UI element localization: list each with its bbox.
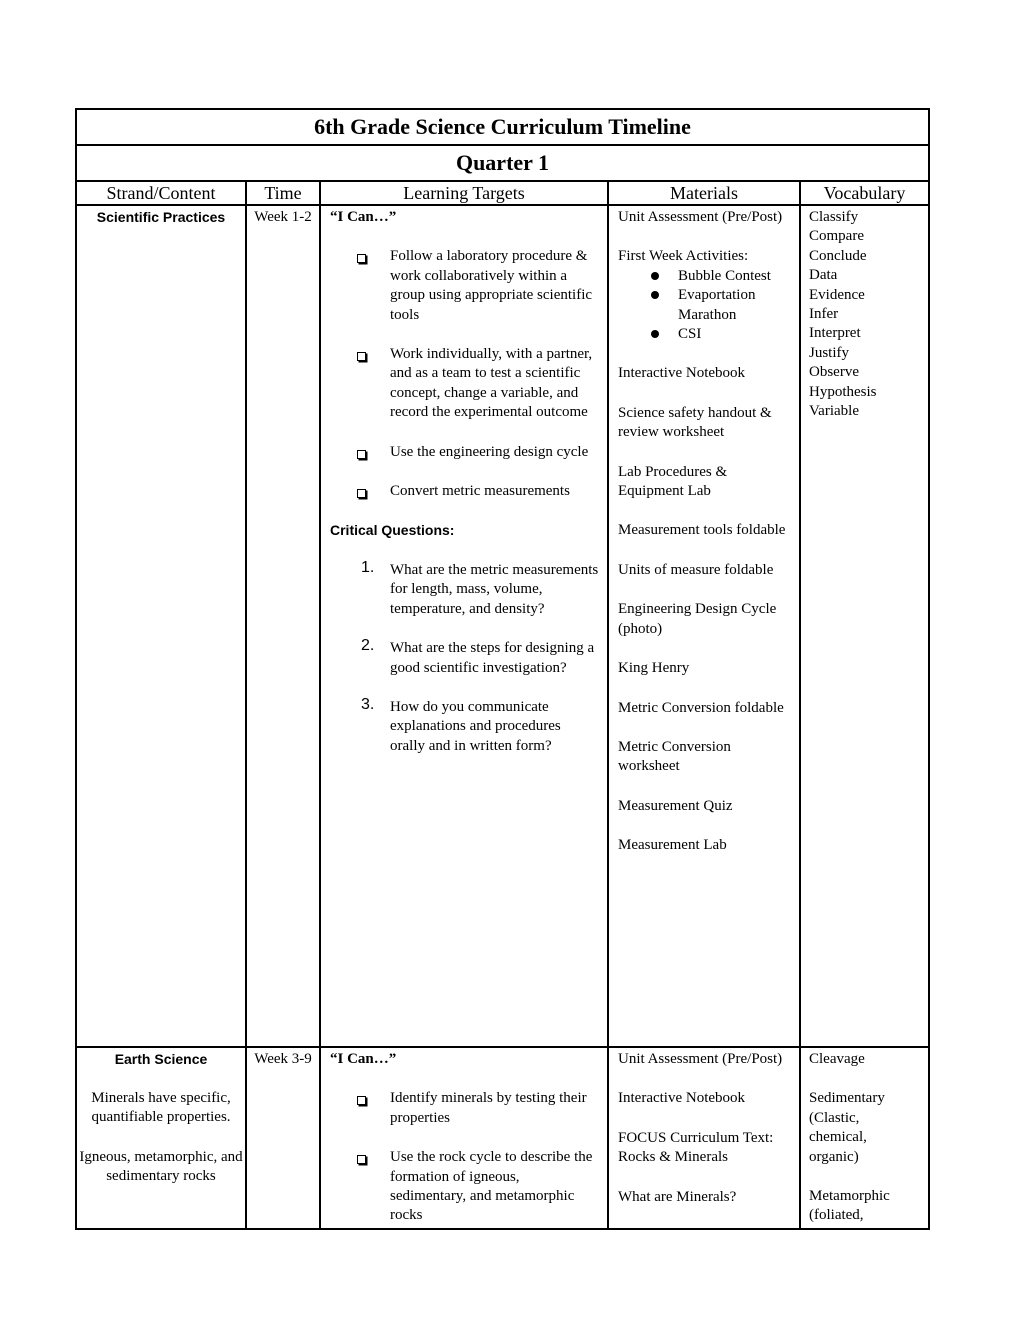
critical-questions-heading: Critical Questions: <box>330 522 455 539</box>
checkbox-icon <box>357 352 366 361</box>
material-item: Measurement tools foldable <box>618 522 786 539</box>
checkbox-icon <box>357 1096 366 1105</box>
critical-question: 3. How do you communicate explanations and procedures orally and in written form? <box>361 695 561 754</box>
list-item: Evaportation Marathon <box>618 286 791 325</box>
critical-question: 2. What are the steps for designing a good scientific investigation? <box>361 637 595 676</box>
document-title: 6th Grade Science Curriculum Timeline <box>76 109 929 145</box>
material-item: Units of measure foldable <box>618 561 774 578</box>
vocabulary-cell <box>800 205 929 1047</box>
vocabulary-word: Evidence <box>809 286 865 303</box>
learning-target: Convert metric measurements <box>330 482 599 501</box>
bullet-icon <box>651 272 659 280</box>
vocabulary-word: Cleavage <box>809 1051 865 1067</box>
strand-cell <box>76 1047 246 1229</box>
column-header-row <box>76 181 929 205</box>
strand-title: Scientific Practices <box>96 209 226 225</box>
material-item: Metric Conversion worksheet <box>618 738 731 775</box>
material-item: First Week Activities: <box>618 248 749 265</box>
column-header-vocabulary: Vocabulary <box>800 181 929 205</box>
vocabulary-word: Sedimentary (Clastic, chemical, organic) <box>809 1090 885 1165</box>
vocabulary-word: Conclude <box>809 247 867 264</box>
materials-cell <box>608 1047 800 1229</box>
vocabulary-word: Infer <box>809 306 839 323</box>
vocabulary-word: Hypothesis <box>809 383 877 400</box>
curriculum-document <box>75 108 928 1230</box>
material-item: Lab Procedures & Equipment Lab <box>618 463 728 500</box>
learning-targets-cell <box>320 1047 608 1229</box>
strand-cell <box>76 205 246 1047</box>
bullet-icon <box>651 291 659 299</box>
strand-title: Earth Science <box>114 1051 208 1067</box>
checkbox-icon <box>357 1155 366 1164</box>
material-item: Unit Assessment (Pre/Post) <box>618 209 783 225</box>
material-item: Science safety handout & review worksheet <box>618 404 772 441</box>
material-item: What are Minerals? <box>618 1188 737 1205</box>
material-item: Measurement Lab <box>618 837 727 854</box>
vocabulary-word: Compare <box>809 228 864 245</box>
vocabulary-word: Metamorphic (foliated, <box>809 1188 890 1224</box>
time-cell: Week 3-9 <box>246 1047 320 1229</box>
learning-target: Use the rock cycle to describe the formation of igneous, sedimentary, and metamorphic rocks <box>330 1148 599 1226</box>
list-item: Bubble Contest <box>618 267 791 286</box>
table-row <box>76 205 929 1047</box>
material-item: Measurement Quiz <box>618 797 733 814</box>
critical-question: 1. What are the metric measurements for length, mass, volume, temperature, and density? <box>361 558 599 617</box>
checkbox-icon <box>357 450 366 459</box>
list-item: CSI <box>618 325 791 344</box>
strand-description: Igneous, metamorphic, and sedimentary rocks <box>79 1148 243 1185</box>
checkbox-icon <box>357 254 366 263</box>
vocabulary-word: Classify <box>809 209 859 225</box>
i-can-heading: “I Can…” <box>330 209 397 225</box>
curriculum-table <box>75 108 930 1230</box>
bullet-icon <box>651 330 659 338</box>
i-can-heading: “I Can…” <box>330 1051 397 1067</box>
table-row <box>76 1047 929 1229</box>
strand-description: Minerals have specific, quantifiable properties. <box>91 1090 231 1126</box>
quarter-heading: Quarter 1 <box>76 145 929 181</box>
column-header-learning-targets: Learning Targets <box>320 181 608 205</box>
first-week-list <box>618 267 791 345</box>
material-item: King Henry <box>618 660 690 677</box>
learning-target: Follow a laboratory procedure & work collaboratively within a group using appropriate scientific tools <box>330 247 599 325</box>
vocabulary-word: Variable <box>809 403 859 420</box>
vocabulary-word: Data <box>809 267 838 284</box>
vocabulary-cell <box>800 1047 929 1229</box>
material-item: Unit Assessment (Pre/Post) <box>618 1051 783 1067</box>
time-cell: Week 1-2 <box>246 205 320 1047</box>
learning-target: Identify minerals by testing their properties <box>330 1089 599 1128</box>
learning-targets-cell <box>320 205 608 1047</box>
learning-target: Work individually, with a partner, and as a team to test a scientific concept, change a variable, and record the experimental outcome <box>330 345 599 423</box>
material-item: FOCUS Curriculum Text: Rocks & Minerals <box>618 1129 774 1166</box>
material-item: Interactive Notebook <box>618 365 746 382</box>
column-header-materials: Materials <box>608 181 800 205</box>
vocabulary-word: Observe <box>809 364 859 381</box>
material-item: Interactive Notebook <box>618 1090 746 1107</box>
vocabulary-word: Justify <box>809 344 850 361</box>
material-item: Engineering Design Cycle (photo) <box>618 601 777 637</box>
vocabulary-word: Interpret <box>809 325 861 342</box>
checkbox-icon <box>357 489 366 498</box>
column-header-time: Time <box>246 181 320 205</box>
materials-cell <box>608 205 800 1047</box>
column-header-strand: Strand/Content <box>76 181 246 205</box>
learning-target: Use the engineering design cycle <box>330 443 599 462</box>
material-item: Metric Conversion foldable <box>618 699 784 716</box>
